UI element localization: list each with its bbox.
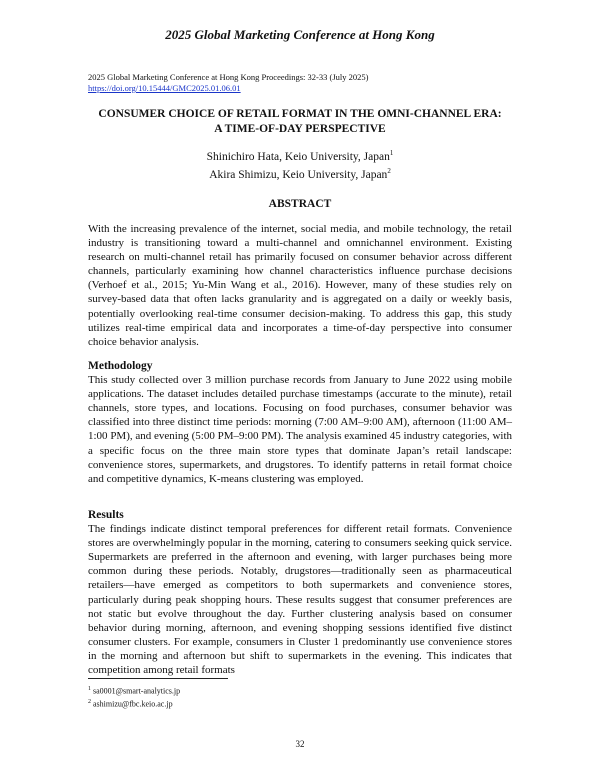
- footnote-2: [88, 697, 180, 710]
- footnote-2-email: ashimizu@fbc.keio.ac.jp: [91, 699, 173, 709]
- footnote-1-mark: 1: [88, 686, 91, 692]
- author-1-name: Shinichiro Hata, Keio University, Japan: [206, 150, 390, 163]
- author-list: [0, 146, 600, 182]
- proceedings-info: [88, 72, 368, 94]
- author-1-footnote-mark: 1: [389, 149, 394, 157]
- abstract-paragraph: With the increasing prevalence of the internet, social media, and mobile technology, the retail industry is transitioning toward a multi-channel and omnichannel environment. Existing research on multi-channel retail has primarily focused on consumer behavior across different channels, particularly examining how channel characteristics influence purchase decisions (Verhoef et al., 2015; Yu-Min Wang et al., 2016). However, many of these studies rely on survey-based data that often lacks granularity and is aggregated on a daily or weekly basis, potentially overlooking real-time consumer decision-making. To address this gap, this study utilizes real-time empirical data and incorporates a time-of-day perspective into consumer choice behavior analysis.: [88, 223, 512, 348]
- footnotes: [88, 684, 180, 709]
- proceedings-citation: 2025 Global Marketing Conference at Hong Kong Proceedings: 32-33 (July 2025): [88, 72, 369, 82]
- doi-link[interactable]: https://doi.org/10.15444/GMC2025.01.06.01: [88, 83, 241, 93]
- results-paragraph: The findings indicate distinct temporal preferences for different retail formats. Convenience stores are overwhelmingly popular in the morning, catering to consumers seeking quick service. Supermarkets are preferred in the afternoon and evening, with larger purchases being more common during these periods. Notably, drugstores—traditionally seen as pharmaceutical retailers—have emerged as competitors to both supermarkets and convenience stores, particularly during peak shopping hours. These results suggest that consumer preferences are not static but evolve throughout the day. Further clustering analysis based on consumer behavior during morning, afternoon, and evening shopping sessions identified five distinct consumer clusters. For example, consumers in Cluster 1 predominantly use convenience stores in the morning and afternoon but shift to supermarkets in the evening. This indicates that competition among retail formats: [88, 523, 512, 677]
- methodology-paragraph: This study collected over 3 million purchase records from January to June 2022 using mobile applications. The dataset includes detailed purchase timestamps (accurate to the minute), retail channels, store types, and locations. Focusing on food purchases, consumer behavior was classified into three distinct time periods: morning (7:00 AM–9:00 AM), afternoon (11:00 AM–1:00 PM), and evening (5:00 PM–9:00 PM). The analysis examined 45 industry categories, with a specific focus on the three main store types that dominate Japan’s retail landscape: convenience stores, supermarkets, and drugstores. To identify patterns in retail format choice and competitive dynamics, K-means clustering was employed.: [88, 374, 512, 485]
- author-2-name: Akira Shimizu, Keio University, Japan: [209, 168, 388, 181]
- results-section: [88, 508, 512, 677]
- methodology-heading: Methodology: [88, 360, 153, 372]
- title-line-1: CONSUMER CHOICE OF RETAIL FORMAT IN THE OMNI-CHANNEL ERA:: [98, 108, 502, 120]
- footnote-1: [88, 684, 180, 697]
- author-2-footnote-mark: 2: [387, 166, 391, 175]
- author-2: [0, 164, 600, 182]
- author-1: [0, 146, 600, 164]
- results-heading: Results: [88, 509, 124, 521]
- footnote-2-mark: 2: [88, 698, 91, 705]
- running-header: 2025 Global Marketing Conference at Hong Kong: [165, 27, 435, 42]
- footnote-1-email: sa0001@smart-analytics.jp: [91, 686, 181, 696]
- methodology-section: [88, 359, 512, 486]
- footnote-divider: [88, 678, 228, 679]
- abstract-heading: ABSTRACT: [268, 198, 332, 210]
- paper-title: [60, 107, 540, 137]
- title-line-2: A TIME-OF-DAY PERSPECTIVE: [214, 123, 386, 135]
- page-number: 32: [295, 739, 305, 749]
